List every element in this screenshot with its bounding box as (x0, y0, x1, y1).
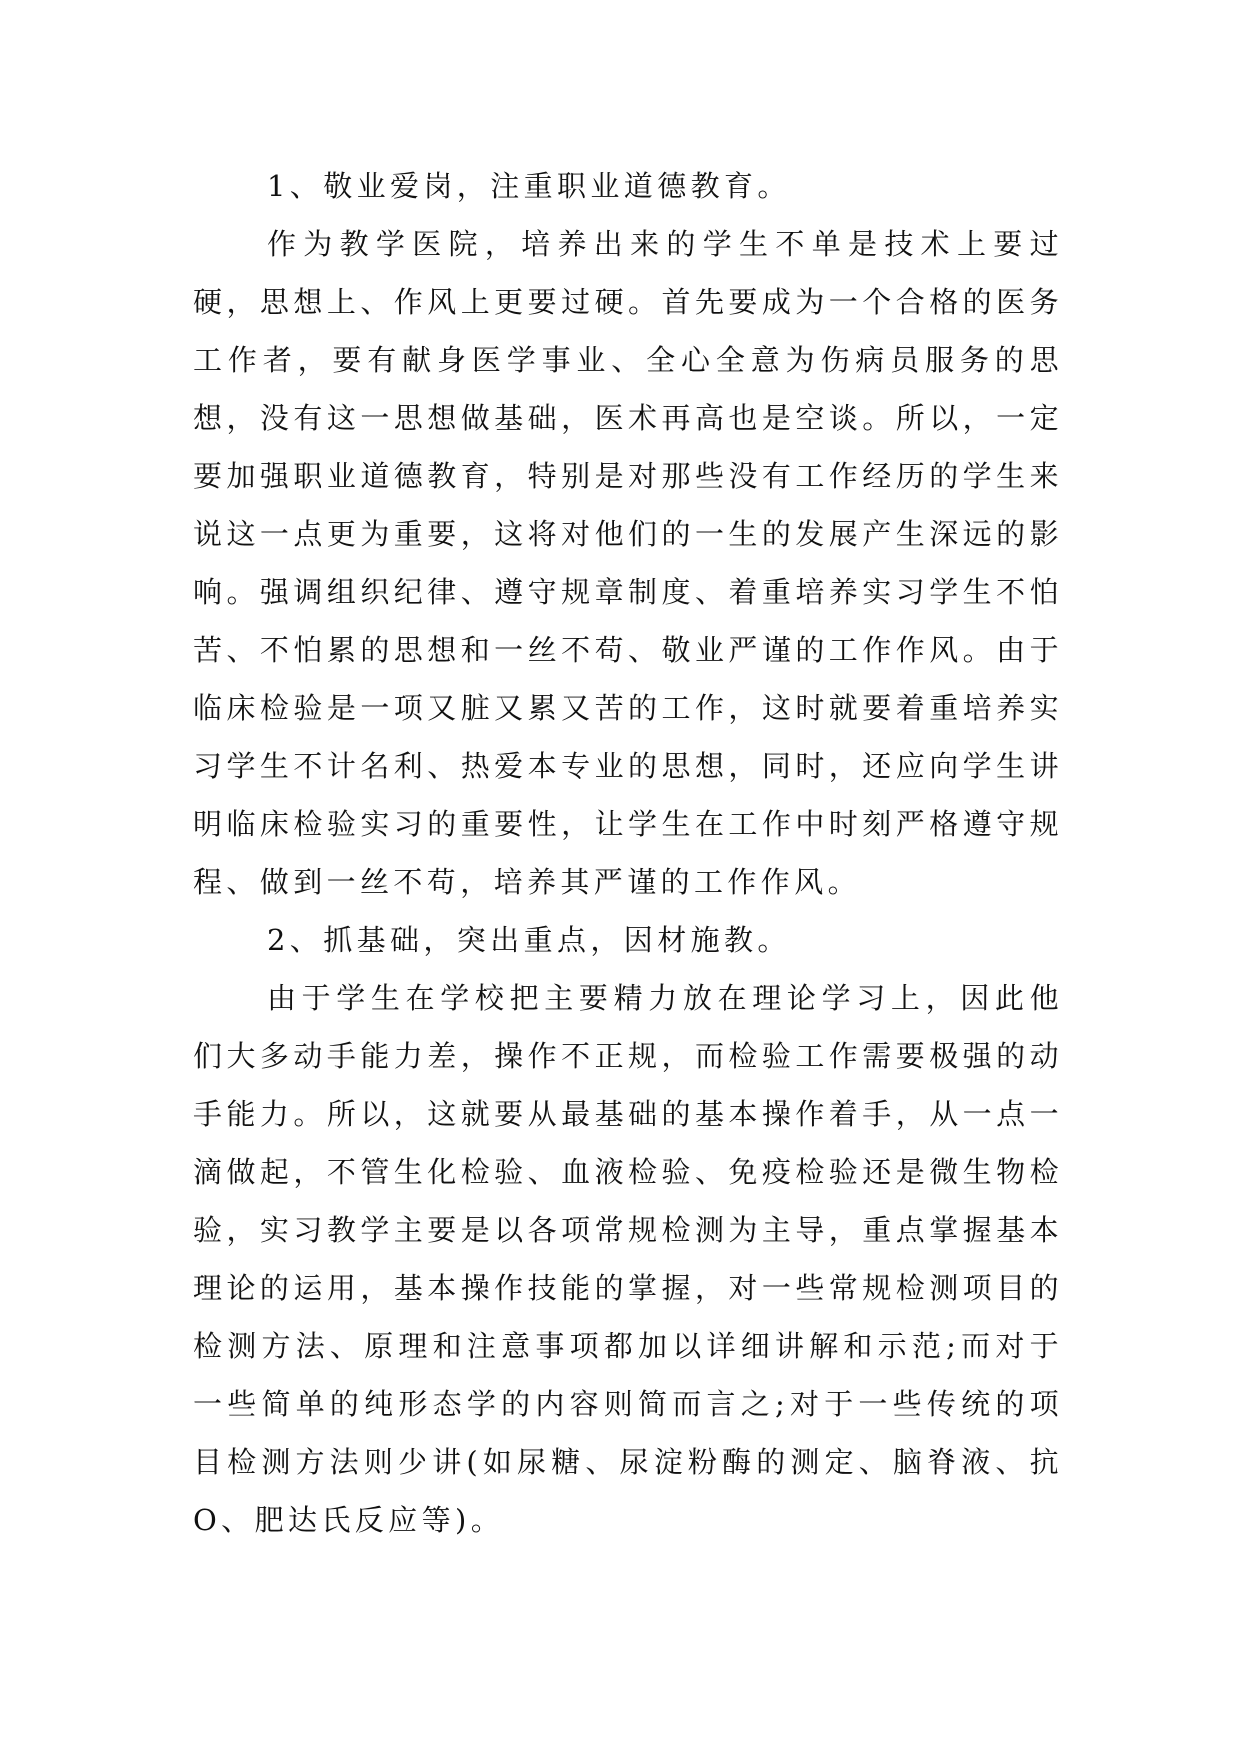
paragraph-1: 作为教学医院，培养出来的学生不单是技术上要过硬，思想上、作风上更要过硬。首先要成为一个合格的医务工作者，要有献身医学事业、全心全意为伤病员服务的思想，没有这一思想做基础，医术再高也是空谈。所以，一定要加强职业道德教育，特别是对那些没有工作经历的学生来说这一点更为重要，这将对他们的一生的发展产生深远的影响。强调组织纪律、遵守规章制度、着重培养实习学生不怕苦、不怕累的思想和一丝不苟、敬业严谨的工作作风。由于临床检验是一项又脏又累又苦的工作，这时就要着重培养实习学生不计名利、热爱本专业的思想，同时，还应向学生讲明临床检验实习的重要性，让学生在工作中时刻严格遵守规程、做到一丝不苟，培养其严谨的工作作风。 (193, 227, 1063, 899)
section-heading-1: 1、敬业爱岗，注重职业道德教育。 (266, 169, 791, 203)
paragraph-2: 由于学生在学校把主要精力放在理论学习上，因此他们大多动手能力差，操作不正规，而检验工作需要极强的动手能力。所以，这就要从最基础的基本操作着手，从一点一滴做起，不管生化检验、血液检验、免疫检验还是微生物检验，实习教学主要是以各项常规检测为主导，重点掌握基本理论的运用，基本操作技能的掌握，对一些常规检测项目的检测方法、原理和注意事项都加以详细讲解和示范;而对于一些简单的纯形态学的内容则简而言之;对于一些传统的项目检测方法则少讲(如尿糖、尿淀粉酶的测定、脑脊液、抗O、肥达氏反应等)。 (193, 981, 1063, 1537)
document-body (193, 157, 1063, 1549)
section-heading-2: 2、抓基础，突出重点，因材施教。 (266, 923, 791, 957)
